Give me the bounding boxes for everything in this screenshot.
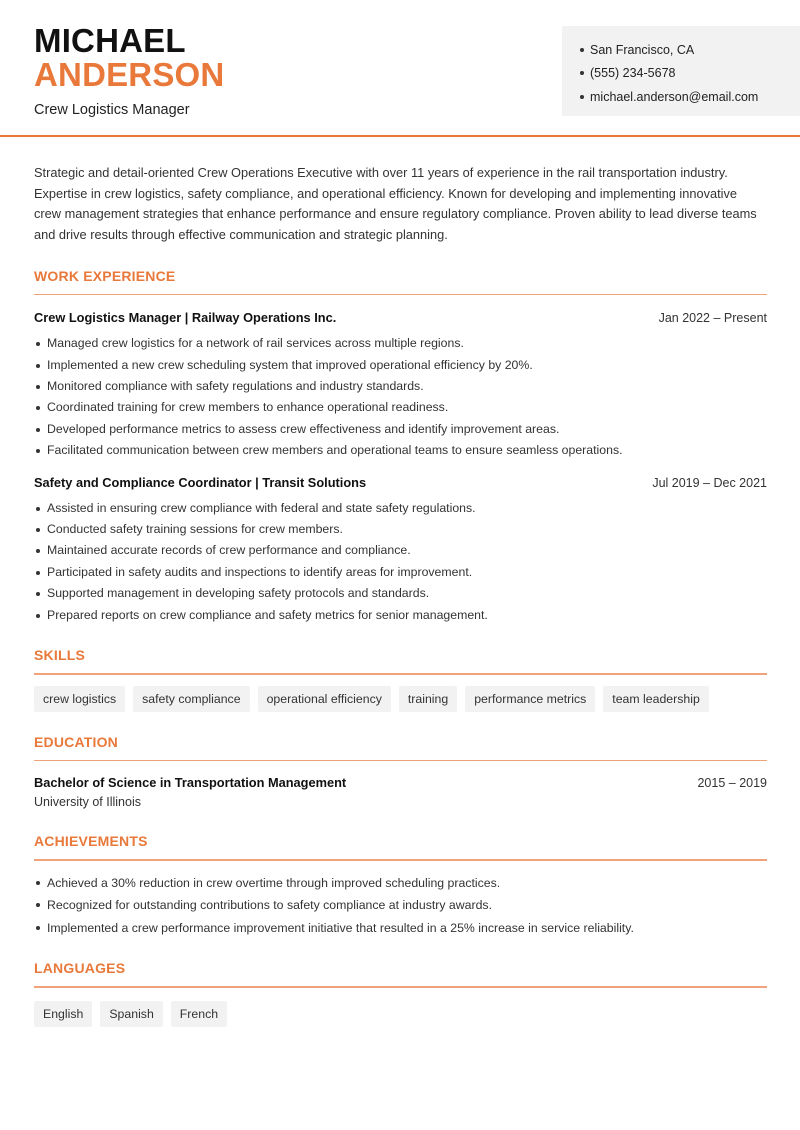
list-item: Supported management in developing safety protocols and standards. bbox=[34, 583, 767, 604]
section-divider bbox=[34, 859, 767, 861]
location-text: San Francisco, CA bbox=[590, 42, 695, 57]
phone-text: (555) 234-5678 bbox=[590, 66, 676, 81]
list-item: Implemented a crew performance improvement initiative that resulted in a 25% increase in service reliability. bbox=[34, 917, 767, 940]
first-name: MICHAEL bbox=[34, 22, 186, 59]
job-bullets bbox=[34, 333, 767, 461]
list-item: Implemented a new crew scheduling system that improved operational efficiency by 20%. bbox=[34, 355, 767, 376]
education-section bbox=[34, 734, 767, 810]
achievements-list bbox=[34, 872, 767, 940]
section-divider bbox=[34, 673, 767, 675]
list-item: Conducted safety training sessions for crew members. bbox=[34, 519, 767, 540]
degree: Bachelor of Science in Transportation Management bbox=[34, 775, 347, 790]
bullet-icon bbox=[580, 95, 584, 99]
job-bullets bbox=[34, 498, 767, 626]
education-header bbox=[34, 775, 767, 790]
bullet-icon bbox=[580, 71, 584, 75]
last-name: ANDERSON bbox=[34, 56, 225, 93]
skills-section bbox=[34, 647, 767, 712]
education-dates: 2015 – 2019 bbox=[697, 776, 767, 790]
skill-tag: performance metrics bbox=[465, 686, 595, 712]
skill-tag: team leadership bbox=[603, 686, 709, 712]
language-tag: Spanish bbox=[100, 1001, 162, 1027]
skill-tag: training bbox=[399, 686, 457, 712]
section-title-skills: SKILLS bbox=[34, 647, 85, 663]
job-dates: Jul 2019 – Dec 2021 bbox=[652, 475, 767, 490]
job-role: Crew Logistics Manager | Railway Operations Inc. bbox=[34, 310, 337, 326]
job-entry bbox=[34, 475, 767, 626]
job-entry bbox=[34, 310, 767, 461]
list-item: Assisted in ensuring crew compliance with federal and state safety regulations. bbox=[34, 498, 767, 519]
resume-body bbox=[34, 163, 767, 1027]
school: University of Illinois bbox=[34, 795, 141, 809]
list-item: Participated in safety audits and inspections to identify areas for improvement. bbox=[34, 562, 767, 583]
resume-header bbox=[0, 0, 800, 137]
bullet-icon bbox=[580, 48, 584, 52]
list-item: Coordinated training for crew members to enhance operational readiness. bbox=[34, 397, 767, 418]
list-item: Managed crew logistics for a network of rail services across multiple regions. bbox=[34, 333, 767, 354]
contact-email bbox=[580, 85, 800, 109]
section-title-education: EDUCATION bbox=[34, 733, 118, 750]
languages-tags bbox=[34, 1001, 767, 1027]
contact-phone bbox=[580, 62, 800, 86]
section-title-work: WORK EXPERIENCE bbox=[34, 267, 176, 284]
list-item: Developed performance metrics to assess crew effectiveness and identify improvement areas. bbox=[34, 419, 767, 440]
section-divider bbox=[34, 760, 767, 762]
contact-box bbox=[562, 26, 800, 116]
section-title-achievements: ACHIEVEMENTS bbox=[34, 833, 148, 849]
list-item: Prepared reports on crew compliance and safety metrics for senior management. bbox=[34, 605, 767, 626]
list-item: Facilitated communication between crew members and operational teams to ensure seamless operations. bbox=[34, 440, 767, 461]
list-item: Recognized for outstanding contributions to safety compliance at industry awards. bbox=[34, 894, 767, 917]
list-item: Monitored compliance with safety regulations and industry standards. bbox=[34, 376, 767, 397]
section-title-languages: LANGUAGES bbox=[34, 960, 126, 976]
name-block bbox=[34, 24, 224, 118]
job-header bbox=[34, 310, 767, 325]
language-tag: English bbox=[34, 1001, 92, 1027]
email-text: michael.anderson@email.com bbox=[590, 89, 759, 104]
skills-tags bbox=[34, 686, 767, 712]
job-title: Crew Logistics Manager bbox=[34, 102, 190, 118]
job-role: Safety and Compliance Coordinator | Transit Solutions bbox=[34, 474, 367, 490]
language-tag: French bbox=[171, 1001, 227, 1027]
skill-tag: operational efficiency bbox=[258, 686, 391, 712]
section-divider bbox=[34, 294, 767, 296]
languages-section bbox=[34, 960, 767, 1027]
job-header bbox=[34, 475, 767, 490]
contact-location bbox=[580, 38, 800, 62]
list-item: Achieved a 30% reduction in crew overtime through improved scheduling practices. bbox=[34, 872, 767, 895]
section-divider bbox=[34, 986, 767, 988]
list-item: Maintained accurate records of crew performance and compliance. bbox=[34, 540, 767, 561]
skill-tag: crew logistics bbox=[34, 686, 125, 712]
work-section bbox=[34, 268, 767, 626]
achievements-section bbox=[34, 833, 767, 939]
job-dates: Jan 2022 – Present bbox=[658, 311, 767, 326]
summary: Strategic and detail-oriented Crew Operations Executive with over 11 years of experience in the rail transportation industry. Expertise in crew logistics, safety compliance, and operational efficiency. Known for developing and implementing innovative crew management strategies that enhance performance and ensure regulatory compliance. Proven ability to lead diverse teams and drive results through effective communication and strategic planning. bbox=[34, 165, 757, 243]
skill-tag: safety compliance bbox=[133, 686, 249, 712]
